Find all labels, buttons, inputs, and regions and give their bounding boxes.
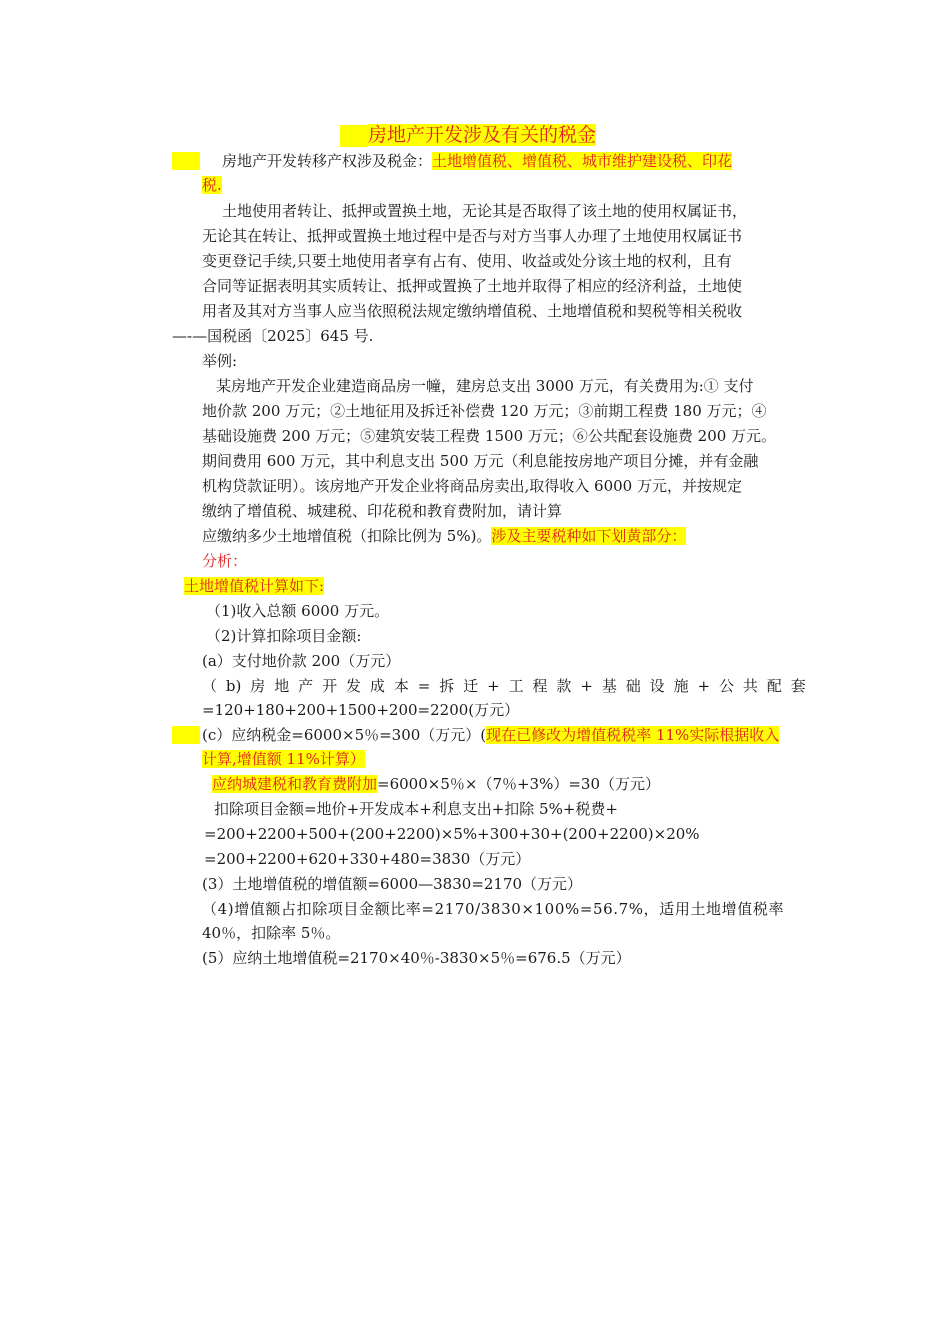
step-2b-char: b) bbox=[225, 677, 242, 695]
step-2b-char: 本 bbox=[393, 677, 409, 695]
example-line: 机构贷款证明）。该房地产开发企业将商品房卖出,取得收入 6000 万元，并按规定 bbox=[202, 477, 742, 495]
example-line: 缴纳了增值税、城建税、印花税和教育费附加，请计算 bbox=[202, 502, 563, 520]
question-text: 应缴纳多少土地增值税（扣除比例为 5%)。 bbox=[202, 527, 492, 545]
step-2a: (a）支付地价款 200（万元） bbox=[202, 652, 401, 670]
lat-heading-line bbox=[184, 574, 324, 598]
urban-tax-label: 应纳城建税和教育费附加 bbox=[212, 775, 378, 793]
intro-prefix: 房地产开发转移产权涉及税金： bbox=[222, 152, 433, 170]
deduction-formula: 扣除项目金额=地价+开发成本+利息支出+扣除 5%+税费+ bbox=[214, 800, 618, 818]
example-line: 某房地产开发企业建造商品房一幢，建房总支出 3000 万元，有关费用为:① 支付 bbox=[216, 377, 754, 395]
step-2c-note-line bbox=[202, 747, 365, 771]
urban-tax-line bbox=[212, 772, 660, 796]
step-2b-char: 迁 bbox=[463, 677, 479, 695]
step-2c-line bbox=[202, 723, 779, 747]
urban-tax-calc: =6000×5％×（7％+3%）=30（万元） bbox=[377, 775, 661, 793]
policy-line: 变更登记手续,只要土地使用者享有占有、使用、收益或处分该土地的权利，且有 bbox=[202, 252, 732, 270]
step-2b-char: + bbox=[697, 677, 711, 695]
step-2b-char: 设 bbox=[649, 677, 665, 695]
analysis-label: 分析： bbox=[202, 552, 248, 570]
example-label: 举例: bbox=[202, 352, 238, 370]
step-1: （1)收入总额 6000 万元。 bbox=[206, 602, 390, 620]
lat-heading: 土地增值税计算如下: bbox=[184, 577, 325, 595]
step-2b-char: 房 bbox=[250, 677, 266, 695]
step-4: （4)增值额占扣除项目金额比率=2170/3830×100%=56.7%，适用土地增值税率 bbox=[202, 900, 785, 918]
step-2b-char: 套 bbox=[790, 677, 806, 695]
step-2b-line bbox=[202, 674, 806, 698]
step-5: (5）应纳土地增值税=2170×40％-3830×5％=676.5（万元） bbox=[202, 949, 631, 967]
step-2c-note: 现在已修改为增值税税率 11%实际根据收入 bbox=[486, 726, 780, 744]
step-2b-char: 基 bbox=[601, 677, 617, 695]
step-2b-char: （ bbox=[202, 677, 218, 695]
question-note: 涉及主要税种如下划黄部分： bbox=[491, 527, 687, 545]
policy-line: 合同等证据表明其实质转让、抵押或置换了土地并取得了相应的经济利益，土地使 bbox=[202, 277, 743, 295]
step-4-cont: 40％，扣除率 5％。 bbox=[202, 924, 341, 942]
highlight-marker bbox=[172, 152, 200, 170]
intro-taxes-cont: 税. bbox=[202, 176, 222, 194]
step-2b-char: 配 bbox=[766, 677, 782, 695]
intro-taxes: 土地增值税、增值税、城市维护建设税、印花 bbox=[432, 152, 733, 170]
intro-line-2 bbox=[202, 173, 222, 197]
step-2b-calc: =120+180+200+1500+200=2200(万元） bbox=[202, 701, 520, 719]
intro-line bbox=[222, 149, 732, 173]
highlight-marker bbox=[172, 726, 200, 744]
example-line: 期间费用 600 万元，其中利息支出 500 万元（利息能按房地产项目分摊，并有金融 bbox=[202, 452, 759, 470]
step-2b-char: 款 bbox=[556, 677, 572, 695]
title-text: 房地产开发涉及有关的税金 bbox=[368, 124, 597, 146]
step-2b-char: 施 bbox=[673, 677, 689, 695]
policy-line: 用者及其对方当事人应当依照税法规定缴纳增值税、土地增值税和契税等相关税收 bbox=[202, 302, 743, 320]
step-2c-note-cont: 计算,增值额 11%计算） bbox=[202, 750, 365, 768]
step-2b-char: 础 bbox=[625, 677, 641, 695]
step-2b-char: 公 bbox=[718, 677, 734, 695]
step-3: (3）土地增值税的增值额=6000—3830=2170（万元） bbox=[202, 875, 583, 893]
deduction-result: =200+2200+620+330+480=3830（万元） bbox=[204, 850, 531, 868]
step-2b-char: 共 bbox=[742, 677, 758, 695]
step-2b-char: 地 bbox=[274, 677, 290, 695]
step-2b-char: 产 bbox=[298, 677, 314, 695]
step-2b-char: 成 bbox=[369, 677, 385, 695]
step-2: （2)计算扣除项目金额: bbox=[206, 627, 362, 645]
title-highlight-pad bbox=[340, 125, 368, 147]
policy-reference: —-—国税函〔2025〕645 号. bbox=[172, 327, 374, 345]
step-2b-char: = bbox=[417, 677, 431, 695]
document-title bbox=[340, 122, 596, 148]
question-line bbox=[202, 524, 686, 548]
step-2b-char: 发 bbox=[345, 677, 361, 695]
example-line: 基础设施费 200 万元；⑤建筑安装工程费 1500 万元；⑥公共配套设施费 200 万元。 bbox=[202, 427, 777, 445]
step-2b-char: 程 bbox=[532, 677, 548, 695]
step-4-line bbox=[202, 897, 806, 921]
step-2b-char: 工 bbox=[508, 677, 524, 695]
step-2b-char: 开 bbox=[322, 677, 338, 695]
deduction-calc: =200+2200+500+(200+2200)×5%+300+30+(200+2200)×20% bbox=[204, 825, 700, 843]
policy-line: 无论其在转让、抵押或置换土地过程中是否与对方当事人办理了土地使用权属证书 bbox=[202, 227, 743, 245]
policy-line: 土地使用者转让、抵押或置换土地，无论其是否取得了该土地的使用权属证书， bbox=[222, 202, 748, 220]
step-2b-char: + bbox=[580, 677, 593, 695]
step-2b-char: 拆 bbox=[439, 677, 455, 695]
step-2c-text: (c）应纳税金=6000×5％=300（万元）( bbox=[202, 726, 487, 744]
step-2b-char: + bbox=[487, 677, 500, 695]
example-line: 地价款 200 万元；②土地征用及拆迁补偿费 120 万元；③前期工程费 180 万元；④ bbox=[202, 402, 767, 420]
